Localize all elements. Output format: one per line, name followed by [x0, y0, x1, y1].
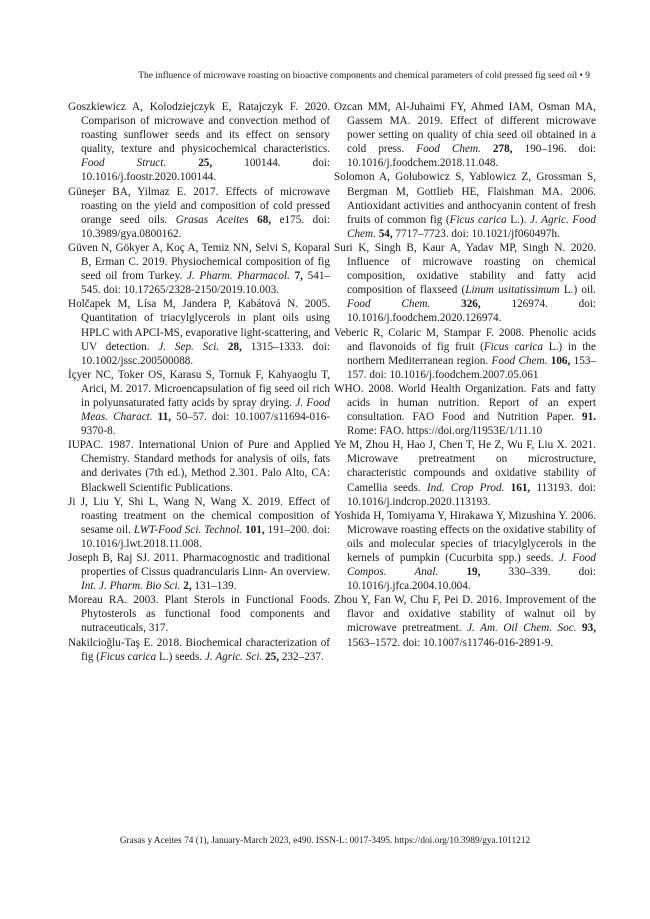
ref-authors: Ji J, Liu Y, Shi L, Wang N, Wang X. 2019. [68, 495, 283, 508]
reference-item [68, 551, 330, 593]
ref-authors: Güneşer BA, Yilmaz E. 2017. [68, 185, 219, 198]
ref-title: Influence of microwave roasting on chemical composition, oxidative stability and fatty acid composition of flaxseed ( [347, 256, 596, 297]
ref-rest: 190–196. doi: 10.1016/j.foodchem.2018.11.048. [347, 143, 597, 170]
references-left-column [68, 100, 330, 664]
ref-title: Effects of microwave roasting on the yield and composition of cold pressed orange seed oils. [81, 185, 330, 226]
ref-authors: Suri K, Singh B, Kaur A, Yadav MP, Singh N. 2020. [334, 241, 596, 254]
ref-volume: 28, [227, 340, 242, 353]
ref-volume: 278, [492, 143, 513, 156]
reference-item [68, 636, 330, 664]
ref-authors: Joseph B, Raj SJ. 2011. [68, 552, 179, 564]
reference-item [334, 241, 596, 326]
ref-authors: Güven N, Gökyer A, Koç A, Temiz NN, Selvi S, Koparal B, Erman C. 2019. [68, 241, 330, 269]
ref-volume: 2, [183, 580, 192, 593]
reference-item [68, 100, 330, 185]
ref-title: World Health Organization. Fats and fatty acids in human nutrition. Report of an expert consultation. FAO Food and Nutrition Paper. [347, 382, 596, 424]
ref-species: Linum usitatissimum [465, 284, 560, 297]
ref-title: Comparison of microwave and convection method of roasting sunflower seeds and its effect on sensory quality, texture and physicochemical characteristics. [81, 115, 330, 156]
running-head: The influence of microwave roasting on bioactive components and chemical parameters of cold pressed fig seed oil • 9 [138, 71, 590, 81]
ref-volume: 68, [257, 213, 272, 226]
reference-item [68, 368, 330, 438]
ref-authors: Ozcan MM, Al-Juhaimi FY, Ahmed IAM, Osman MA, Gassem MA. 2019. [334, 101, 596, 128]
ref-rest: e175. doi: 10.3989/gya.0800162. [81, 213, 331, 240]
ref-volume: 19, [466, 566, 481, 579]
ref-authors: Veberic R, Colaric M, Stampar F. 2008. [334, 326, 525, 339]
ref-volume: 326, [461, 298, 481, 311]
ref-title: Pharmacognostic and traditional properties of Cissus quadrancularis Linn- An overview. [81, 552, 330, 579]
ref-rest: 1315–1333. doi: 10.1002/jssc.200500088. [81, 340, 331, 367]
ref-journal: J. Am. Oil Chem. Soc. [467, 622, 577, 635]
ref-rest: 191–200. doi: 10.1016/j.lwt.2018.11.008. [81, 523, 330, 550]
ref-rest: 541–545. doi: 10.17265/2328-2150/2019.10.003. [81, 270, 331, 297]
reference-item [334, 593, 596, 649]
ref-title: Effect of different microwave power setting on quality of chia seed oil obtained in a cold press. [347, 115, 596, 156]
ref-rest: 131–139. [194, 580, 237, 593]
ref-authors: IUPAC. 1987. [68, 439, 134, 452]
ref-rest: 153–157. doi: 10.1016/j.foodchem.2007.05.061 [347, 354, 597, 381]
reference-item [68, 593, 330, 635]
ref-title: Biochemical characterization of fig ( [81, 636, 331, 663]
ref-rest: 232–237. [281, 650, 324, 663]
ref-rest: 50–57. doi: 10.1007/s11694-016-9370-8. [81, 411, 331, 438]
ref-authors: Zhou Y, Fan W, Chu F, Pei D. 2016. [334, 594, 502, 607]
ref-title: Antioxidant activities and anthocyanin content of fresh fruits of common fig ( [347, 199, 596, 226]
ref-journal: J. Pharm. Pharmacol. [186, 270, 290, 283]
ref-volume: 25, [198, 157, 213, 170]
ref-authors: Ye M, Zhou H, Hao J, Chen T, He Z, Wu F, Liu X. 2021. [334, 439, 596, 452]
ref-title: Physiochemical composition of fig seed oil from Turkey. [81, 256, 331, 283]
ref-journal: Int. J. Pharm. Bio Sci. [81, 580, 181, 593]
ref-title: Microwave roasting effects on the oxidative stability of oils and molecular species of triacylglycerols in the kernels of pumpkin (Cucurbita spp.) seeds. [347, 523, 596, 564]
ref-volume: 91. [582, 411, 597, 424]
ref-title: Improvement of the flavor and oxidative stability of walnut oil by microwave pretreatment. [347, 594, 597, 635]
ref-title: Microencapsulation of fig seed oil rich in polyunsaturated fatty acids by spray drying. [81, 382, 330, 409]
ref-rest: 100144. doi: 10.1016/j.foostr.2020.100144. [81, 157, 331, 184]
reference-item [334, 382, 596, 438]
ref-rest: 126974. doi: 10.1016/j.foodchem.2020.126974. [347, 298, 597, 325]
reference-item [334, 438, 596, 508]
page-footer: Grasas y Aceites 74 (1), January-March 2023, e490. ISSN-L: 0017-3495. https://doi.org/10.3989/gya.1011212 [119, 836, 531, 846]
reference-item [68, 495, 330, 551]
ref-title: International Union of Pure and Applied Chemistry. Standard methods for analysis of oils, fats and derivates (7th ed.), Method 2.301. Palo Alto, CA: Blackwell Scientific Publications. [81, 439, 331, 494]
reference-item [334, 326, 596, 382]
ref-journal: J. Sep. Sci. [158, 340, 220, 353]
ref-authors: Moreau RA. 2003. [68, 594, 159, 607]
reference-item [334, 100, 596, 170]
ref-title: Effect of roasting treatment on the chemical composition of sesame oil. [81, 495, 330, 536]
ref-journal: LWT-Food Sci. Technol. [133, 523, 243, 536]
ref-title: Phenolic acids and flavonoids of fig fruit ( [347, 326, 597, 353]
reference-item [334, 509, 596, 594]
ref-title: Quantitation of triacylglycerols in plant oils using HPLC with APCI-MS, evaporative light-scattering, and UV detection. [81, 312, 330, 353]
ref-species: Ficus carica [449, 213, 507, 226]
ref-volume: 106, [550, 354, 571, 367]
ref-journal: J. Food Compos. Anal. [347, 552, 596, 579]
ref-authors: İçyer NC, Toker OS, Karasu S, Tornuk F, Kahyaoglu T, Arici, M. 2017. [68, 368, 330, 395]
ref-species: Ficus carica [99, 650, 157, 663]
ref-journal: Ind. Crop Prod. [426, 481, 505, 494]
ref-journal: Food Chem. [347, 298, 431, 311]
ref-volume: 161, [510, 481, 531, 494]
ref-journal: J. Food Meas. Charact. [81, 396, 331, 424]
ref-rest: Rome: FAO. https://doi.org/I1953E/1/11.10 [347, 425, 543, 438]
ref-authors: WHO. 2008. [334, 382, 394, 395]
reference-item [68, 438, 330, 494]
ref-volume: 54, [378, 227, 393, 240]
ref-volume: 93, [582, 622, 597, 635]
ref-rest: 1563–1572. doi: 10.1007/s11746-016-2891-9. [347, 636, 554, 649]
ref-title: Microwave pretreatment on microstructure, characteristic compounds and oxidative stability of Camellia seeds. [347, 453, 596, 494]
ref-journal: Food Chem. [491, 354, 548, 367]
ref-title-end: L.) in the northern Mediterranean region. [347, 340, 596, 367]
reference-item [68, 241, 330, 297]
ref-title-end: L.). [510, 213, 527, 226]
ref-journal: Food Struct. [81, 157, 167, 170]
ref-title: Plant Sterols in Functional Foods. Phytosterols as functional food components and nutraceuticals, 317. [81, 594, 330, 635]
reference-item [68, 185, 330, 241]
ref-volume: 7, [294, 270, 303, 283]
ref-journal: Grasas Aceites [175, 213, 249, 226]
ref-authors: Holčapek M, Lísa M, Jandera P, Kabátová N. 2005. [68, 298, 330, 311]
ref-journal: J. Agric. Food Chem. [347, 213, 596, 240]
ref-volume: 25, [265, 650, 280, 663]
ref-journal: J. Agric. Sci. [204, 650, 263, 663]
references-right-column [334, 100, 596, 650]
reference-item [334, 170, 596, 240]
ref-rest: 7717–7723. doi: 10.1021/jf060497h. [395, 227, 560, 240]
ref-rest: 113193. doi: 10.1016/j.indcrop.2020.113193. [347, 481, 597, 508]
ref-rest: 330–339. doi: 10.1016/j.jfca.2004.10.004. [347, 566, 597, 593]
ref-authors: Goszkiewicz A, Kolodziejczyk E, Ratajczyk F. 2020. [68, 101, 330, 113]
ref-journal: Food Chem. [416, 143, 481, 156]
ref-volume: 101, [245, 523, 265, 536]
ref-title-end: L.) seeds. [158, 650, 203, 663]
ref-authors: Nakilcioğlu-Taş E. 2018. [68, 636, 182, 649]
ref-title-end: L.) oil. [563, 284, 597, 297]
reference-item [68, 297, 330, 367]
ref-species: Ficus carica [483, 340, 544, 353]
ref-volume: 11, [157, 411, 172, 424]
ref-authors: Solomon A, Golubowicz S, Yablowicz Z, Grossman S, Bergman M, Gottlieb HE, Flaishman MA. 2006. [334, 171, 596, 198]
ref-authors: Yoshida H, Tomiyama Y, Hirakawa Y, Mizushina Y. 2006. [334, 509, 596, 522]
